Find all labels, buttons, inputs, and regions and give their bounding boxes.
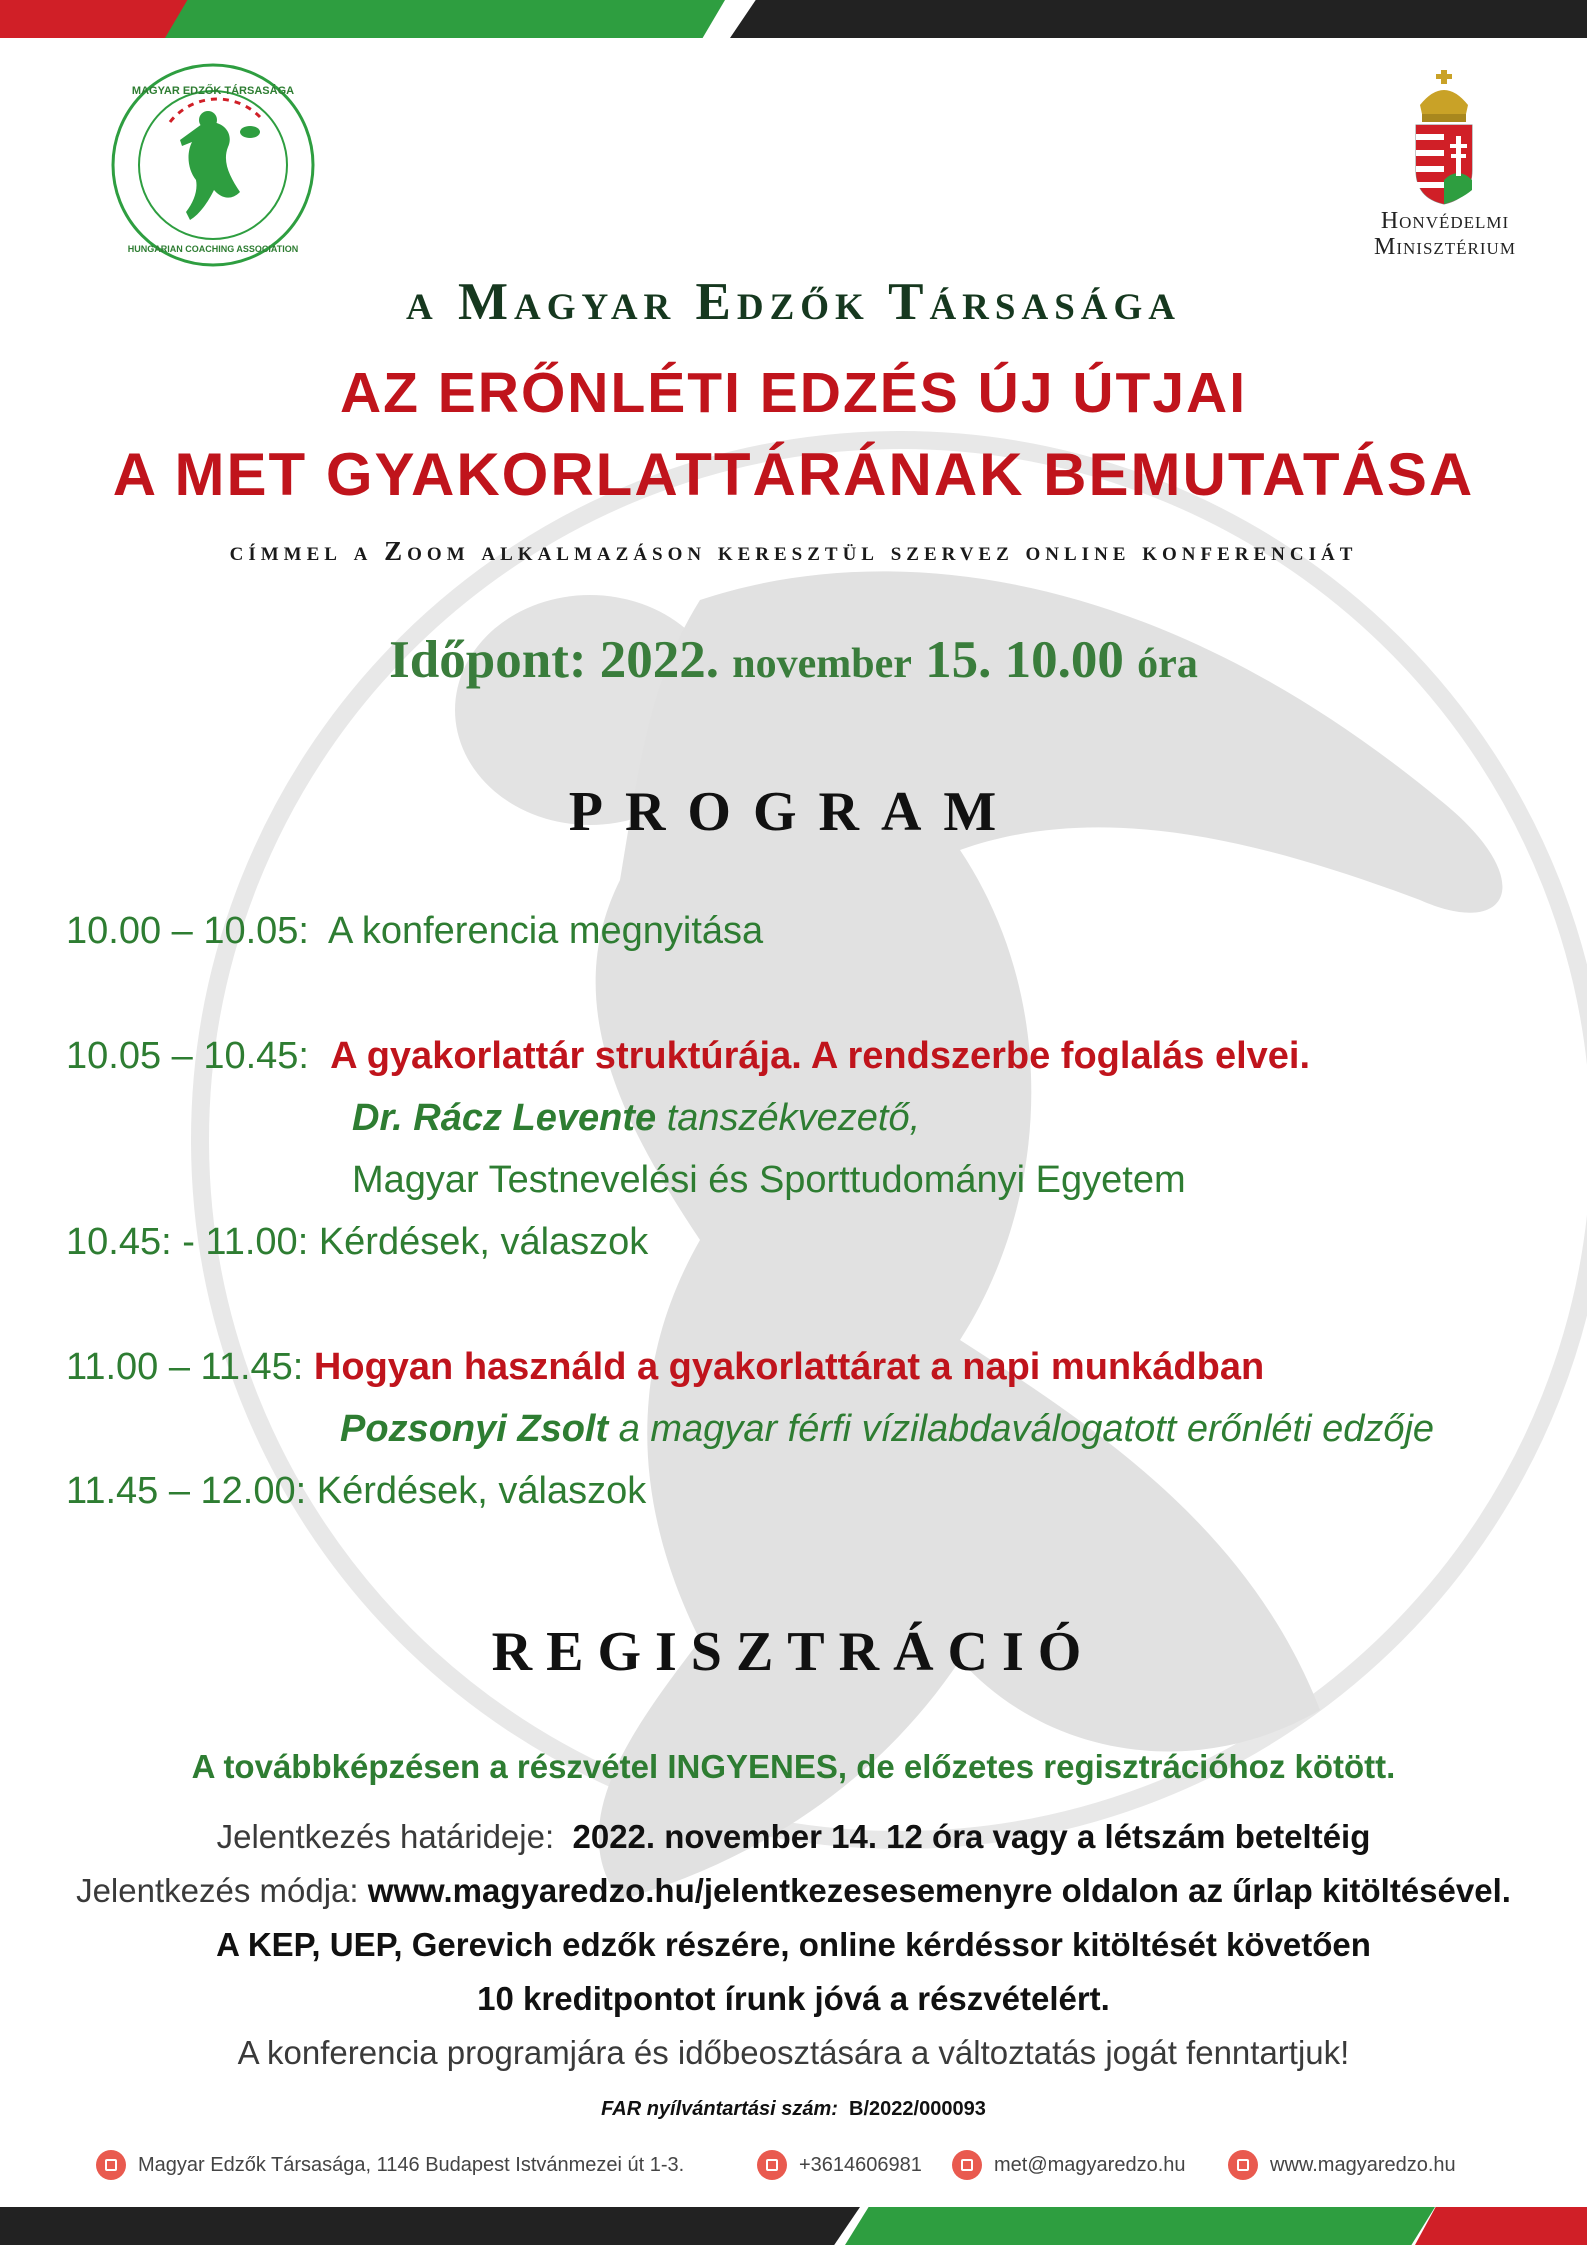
program-role: a magyar férfi vízilabdaválogatott erőnléti edzője [618,1408,1435,1450]
program-text: Kérdések, válaszok [318,1221,649,1263]
deadline-line [0,1818,1587,1856]
far-value: B/2022/000093 [849,2098,986,2120]
method-label: Jelentkezés módja: [76,1872,359,1909]
program-title: Hogyan használd a gyakorlattárat a napi munkádban [313,1346,1265,1388]
bottom-bar-black [0,2207,860,2245]
disclaimer: A konferencia programjára és időbeosztására a változtatás jogát fenntartjuk! [237,2034,1350,2071]
footer-address [96,2150,684,2180]
footer-phone[interactable] [757,2150,922,2180]
ministry-line1: Honvédelmi [1380,208,1510,234]
program-speaker: Pozsonyi Zsolt [340,1408,609,1450]
program-time: 10.45: - 11.00: [66,1221,309,1263]
program-speaker: Dr. Rácz Levente [352,1097,657,1139]
far-number [0,2098,1587,2121]
credit-line1: A KEP, UEP, Gerevich edzők részére, online kérdéssor kitöltését követően [216,1926,1371,1963]
program-time: 11.00 – 11.45: [66,1346,304,1388]
footer-website[interactable] [1228,2150,1456,2180]
date-year: 2022. [599,631,720,689]
program-speaker-line [340,1408,1434,1451]
date-label: Időpont: [389,631,587,689]
organizer-name: a Magyar Edzők Társasága [406,273,1181,331]
program-item-5 [66,1470,646,1513]
top-bar-red [0,0,190,38]
program-item-1 [66,910,763,953]
event-date [0,630,1587,690]
ministry-line2: Minisztérium [1374,234,1516,260]
program-time: 11.45 – 12.00: [66,1470,307,1512]
logo-text-bottom: HUNGARIAN COACHING ASSOCIATION [127,244,299,254]
date-day-time: 15. 10.00 [925,631,1124,689]
program-title: A gyakorlattár struktúrája. A rendszerbe foglalás elvei. [330,1035,1311,1077]
title-line1: AZ ERŐNLÉTI EDZÉS ÚJ ÚTJAI [339,361,1248,425]
free-note: A továbbképzésen a részvétel INGYENES, de előzetes regisztrációhoz kötött. [191,1748,1396,1785]
registration-heading: REGISZTRÁCIÓ [491,1621,1096,1683]
method-link[interactable]: www.magyaredzo.hu/jelentkezesesemenyre oldalon az űrlap kitöltésével. [367,1872,1511,1909]
program-item-3 [66,1221,648,1264]
phone-icon [757,2150,787,2180]
footer-phone-text: +3614606981 [799,2153,922,2176]
ministry-crest [1410,70,1478,205]
program-affiliation: Magyar Testnevelési és Sporttudományi Egyetem [352,1159,1186,1201]
deadline-value: 2022. november 14. 12 óra vagy a létszám beteltéig [572,1818,1371,1855]
program-role: tanszékvezető, [666,1097,921,1139]
top-bar-green [165,0,725,38]
program-speaker-line [352,1097,920,1140]
at-sign-icon [952,2150,982,2180]
subtitle: címmel a Zoom alkalmazáson keresztül szervez online konferenciát [229,536,1358,566]
globe-icon [1228,2150,1258,2180]
program-heading: PROGRAM [568,781,1019,843]
logo-text-top: MAGYAR EDZŐK TÁRSASÁGA [131,85,295,97]
mail-icon [96,2150,126,2180]
program-time: 10.00 – 10.05: [66,910,309,952]
program-item-2 [66,1035,1310,1078]
bottom-bar-green [845,2207,1435,2245]
method-line [0,1872,1587,1910]
met-logo [110,62,316,268]
far-label: FAR nyílvántartási szám: [601,2098,838,2120]
footer-email[interactable] [952,2150,1186,2180]
date-unit: óra [1137,641,1198,687]
program-text: Kérdések, válaszok [316,1470,647,1512]
top-bar-black [730,0,1587,38]
program-text: A konferencia megnyitása [328,910,764,952]
date-month: november [732,641,912,687]
bottom-bar-red [1415,2207,1587,2245]
deadline-label: Jelentkezés határideje: [216,1818,555,1855]
footer-email-text: met@magyaredzo.hu [994,2153,1186,2176]
footer-address-text: Magyar Edzők Társasága, 1146 Budapest Istvánmezei út 1-3. [138,2153,685,2176]
footer-website-text: www.magyaredzo.hu [1270,2153,1456,2176]
program-time: 10.05 – 10.45: [66,1035,309,1077]
credit-line2: 10 kreditpontot írunk jóvá a részvételért. [477,1980,1110,2017]
program-item-4 [66,1346,1264,1389]
ministry-name [1340,208,1550,260]
title-line2: A MET GYAKORLATTÁRÁNAK BEMUTATÁSA [112,441,1475,508]
